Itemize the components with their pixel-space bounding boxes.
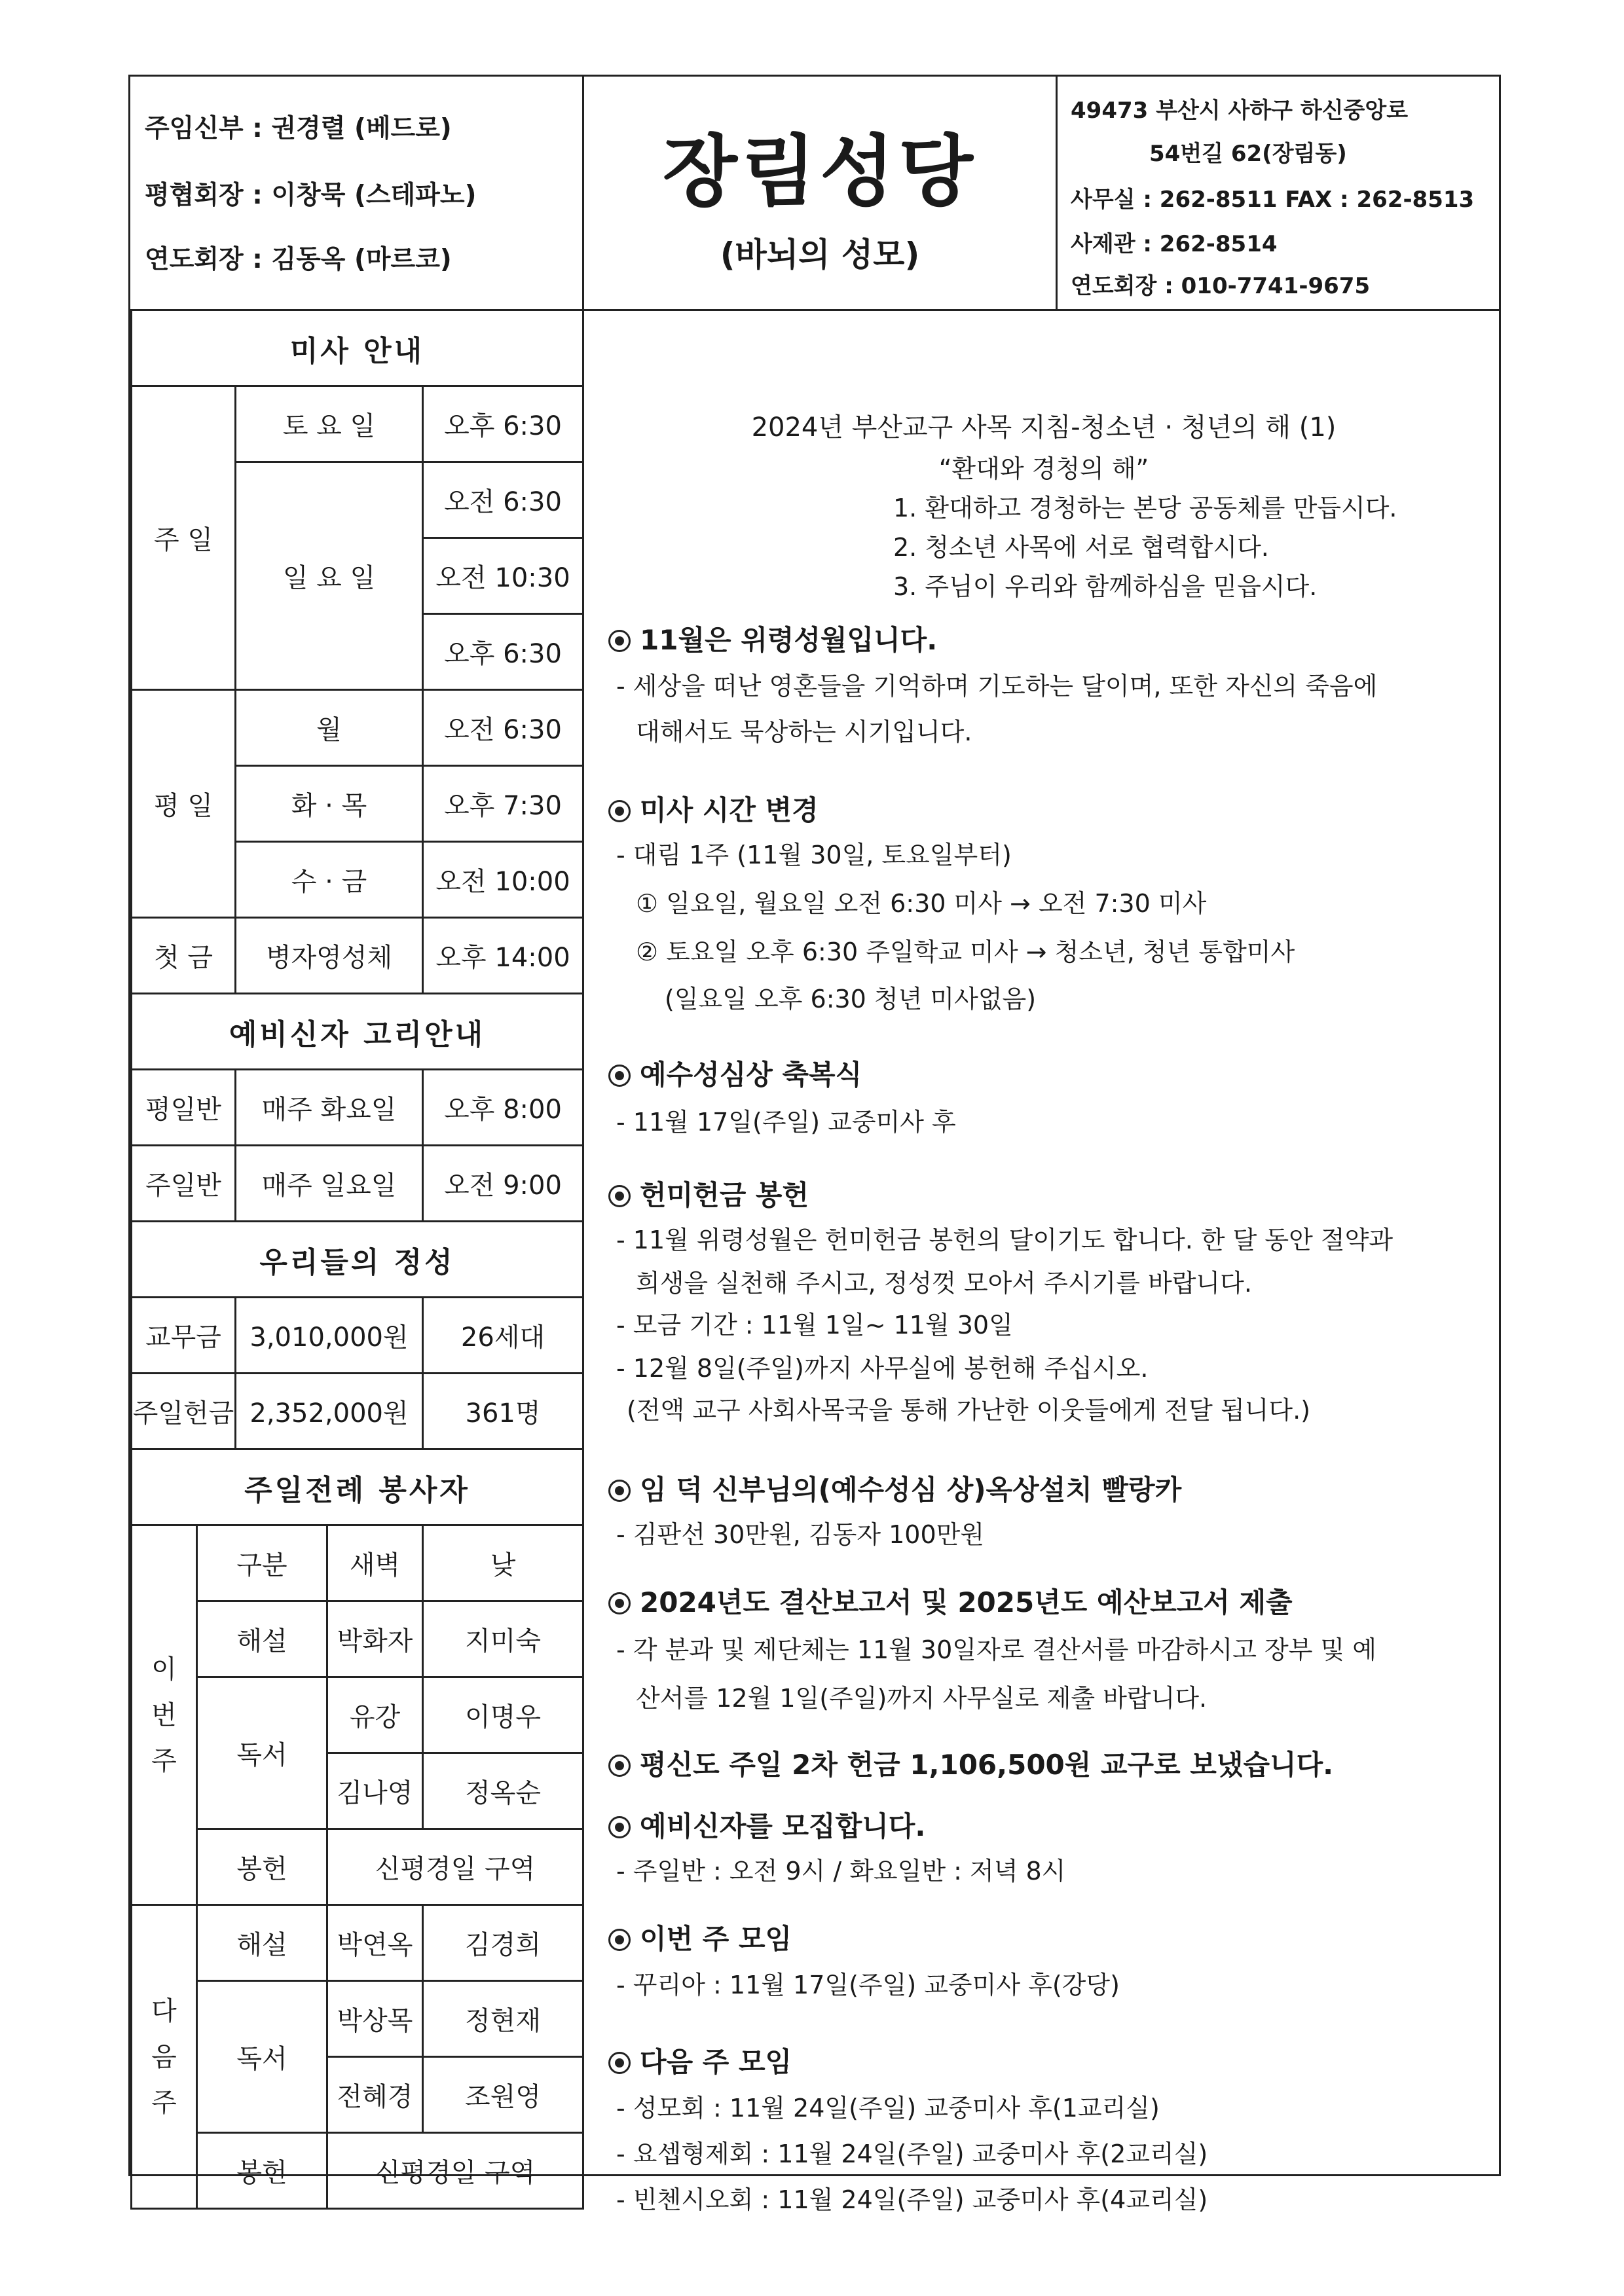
target-bullet-icon <box>608 1185 631 1207</box>
section-line: - 세상을 떠난 영혼들을 기억하며 기도하는 달이며, 또한 자신의 죽음에 <box>616 672 1378 701</box>
target-bullet-icon <box>608 1816 631 1838</box>
server-name: 정옥순 <box>423 1753 583 1829</box>
section-line: - 모금 기간 : 11월 1일~ 11월 30일 <box>616 1311 1013 1339</box>
this-week-label: 이 번 주 <box>132 1525 197 1905</box>
sunday-time: 오전 6:30 <box>423 462 583 538</box>
section-line: 희생을 실천해 주시고, 정성껏 모아서 주시기를 바랍니다. <box>636 1269 1252 1298</box>
section-line: ① 일요일, 월요일 오전 6:30 미사 → 오전 7:30 미사 <box>636 889 1207 918</box>
section-heading: 임 덕 신부님의(예수성심 상)옥상설치 빨랑카 <box>608 1468 1181 1508</box>
catechumen-day: 매주 화요일 <box>236 1070 423 1146</box>
priest-name: 주임신부 : 권경렬 (베드로) <box>145 114 452 143</box>
guideline-item: 2. 청소년 사목에 서로 협력합시다. <box>893 533 1269 562</box>
catechumen-title: 예비신자 고리안내 <box>132 994 583 1070</box>
target-bullet-icon <box>608 1480 631 1502</box>
header <box>130 77 1499 311</box>
header-staff <box>130 77 584 309</box>
target-bullet-icon <box>608 800 631 822</box>
address-line-1: 49473 부산시 사하구 하신중앙로 <box>1071 98 1409 124</box>
section-heading: 헌미헌금 봉헌 <box>608 1174 809 1213</box>
section-line: - 각 분과 및 제단체는 11월 30일자로 결산서를 마감하시고 장부 및 예 <box>616 1635 1376 1664</box>
target-bullet-icon <box>608 1929 631 1951</box>
section-line: (전액 교구 사회사목국을 통해 가난한 이웃들에게 전달 됩니다.) <box>627 1396 1310 1425</box>
offertory-label: 봉헌 <box>197 1829 327 1905</box>
offering-title: 우리들의 정성 <box>132 1222 583 1298</box>
catechumen-time: 오전 9:00 <box>423 1146 583 1222</box>
first-friday-time: 오후 14:00 <box>423 918 583 994</box>
section-line: - 11월 17일(주일) 교중미사 후 <box>616 1108 956 1137</box>
next-week-label: 다 음 주 <box>132 1905 197 2209</box>
catechumen-day: 매주 일요일 <box>236 1146 423 1222</box>
address-line-2: 54번길 62(장림동) <box>1149 141 1347 167</box>
section-line: - 11월 위령성월은 헌미헌금 봉헌의 달이기도 합니다. 한 달 동안 절약과 <box>616 1226 1393 1254</box>
server-name: 유강 <box>327 1677 423 1753</box>
guideline-item: 3. 주님이 우리와 함께하심을 믿읍시다. <box>893 572 1318 601</box>
commentary-label: 해설 <box>197 1601 327 1677</box>
offering-count: 26세대 <box>423 1298 583 1374</box>
server-name: 정현재 <box>423 1981 583 2057</box>
section-line: 대해서도 묵상하는 시기입니다. <box>636 718 972 746</box>
catechumen-class: 평일반 <box>132 1070 236 1146</box>
server-col-dawn: 새벽 <box>327 1525 423 1601</box>
weekday-day: 화 · 목 <box>236 766 423 842</box>
commentary-label: 해설 <box>197 1905 327 1981</box>
offering-name: 교무금 <box>132 1298 236 1374</box>
mass-guide-title: 미사 안내 <box>132 310 583 386</box>
target-bullet-icon <box>608 630 631 652</box>
target-bullet-icon <box>608 1065 631 1087</box>
server-name: 박연옥 <box>327 1905 423 1981</box>
sunday-label: 주 일 <box>132 386 236 690</box>
catechumen-class: 주일반 <box>132 1146 236 1222</box>
section-line: - 김판선 30만원, 김동자 100만원 <box>616 1520 985 1549</box>
target-bullet-icon <box>608 1592 631 1614</box>
section-line: - 12월 8일(주일)까지 사무실에 봉헌해 주십시오. <box>616 1354 1149 1383</box>
catechumen-time: 오후 8:00 <box>423 1070 583 1146</box>
pastoral-president: 평협회장 : 이창묵 (스테파노) <box>145 181 477 210</box>
section-line: - 주일반 : 오전 9시 / 화요일반 : 저녁 8시 <box>616 1857 1066 1886</box>
server-name: 이명우 <box>423 1677 583 1753</box>
offering-name: 주일헌금 <box>132 1374 236 1449</box>
church-name: 장림성당 <box>663 126 977 217</box>
section-line: - 요셉형제회 : 11월 24일(주일) 교중미사 후(2교리실) <box>616 2140 1208 2168</box>
church-patron: (바뇌의 성모) <box>720 236 920 274</box>
section-line: - 대림 1주 (11월 30일, 토요일부터) <box>616 841 1012 869</box>
weekday-time: 오전 6:30 <box>423 690 583 766</box>
section-line: - 성모회 : 11월 24일(주일) 교중미사 후(1교리실) <box>616 2094 1160 2123</box>
target-bullet-icon <box>608 1755 631 1777</box>
guideline-subtitle: “환대와 경청의 해” <box>938 454 1149 483</box>
section-heading: 다음 주 모임 <box>608 2041 792 2080</box>
guideline-item: 1. 환대하고 경청하는 본당 공동체를 만듭시다. <box>893 494 1397 522</box>
offering-amount: 2,352,000원 <box>236 1374 423 1449</box>
reading-label: 독서 <box>197 1981 327 2133</box>
column-divider <box>582 309 584 2176</box>
server-name: 전혜경 <box>327 2057 423 2133</box>
offering-count: 361명 <box>423 1374 583 1449</box>
section-heading: 예수성심상 축복식 <box>608 1053 862 1093</box>
weekday-time: 오전 10:00 <box>423 842 583 918</box>
server-name: 조원영 <box>423 2057 583 2133</box>
sunday-day-label: 일 요 일 <box>236 462 423 690</box>
guideline-title: 2024년 부산교구 사목 지침-청소년 · 청년의 해 (1) <box>751 412 1337 443</box>
target-bullet-icon <box>608 2052 631 2074</box>
elder-phone: 연도회장 : 010-7741-9675 <box>1071 273 1371 299</box>
servers-title: 주일전례 봉사자 <box>132 1449 583 1525</box>
section-line: - 빈첸시오회 : 11월 24일(주일) 교중미사 후(4교리실) <box>616 2185 1208 2214</box>
offertory-label: 봉헌 <box>197 2133 327 2209</box>
section-line: (일요일 오후 6:30 청년 미사없음) <box>665 985 1037 1013</box>
saturday-label: 토 요 일 <box>236 386 423 462</box>
header-contact <box>1058 77 1499 309</box>
server-name: 지미숙 <box>423 1601 583 1677</box>
server-col-day: 낮 <box>423 1525 583 1601</box>
reading-label: 독서 <box>197 1677 327 1829</box>
section-line: 산서를 12월 1일(주일)까지 사무실로 제출 바랍니다. <box>636 1684 1208 1713</box>
section-heading: 예비신자를 모집합니다. <box>608 1805 925 1844</box>
section-heading: 11월은 위령성월입니다. <box>608 619 937 658</box>
server-name: 김나영 <box>327 1753 423 1829</box>
first-friday-label: 첫 금 <box>132 918 236 994</box>
section-heading: 평신도 주일 2차 헌금 1,106,500원 교구로 보냈습니다. <box>608 1743 1333 1783</box>
first-friday-desc: 병자영성체 <box>236 918 423 994</box>
section-line: ② 토요일 오후 6:30 주일학교 미사 → 청소년, 청년 통합미사 <box>636 938 1295 966</box>
elder-president: 연도회장 : 김동옥 (마르코) <box>145 245 452 274</box>
office-phone: 사무실 : 262-8511 FAX : 262-8513 <box>1071 187 1475 213</box>
section-heading: 이번 주 모임 <box>608 1918 792 1957</box>
sunday-time: 오후 6:30 <box>423 614 583 690</box>
weekday-label: 평 일 <box>132 690 236 918</box>
weekday-day: 수 · 금 <box>236 842 423 918</box>
server-col-label: 구분 <box>197 1525 327 1601</box>
server-name: 김경희 <box>423 1905 583 1981</box>
offering-amount: 3,010,000원 <box>236 1298 423 1374</box>
server-name: 박화자 <box>327 1601 423 1677</box>
header-title-box <box>584 77 1058 309</box>
server-name: 박상목 <box>327 1981 423 2057</box>
saturday-time: 오후 6:30 <box>423 386 583 462</box>
weekday-day: 월 <box>236 690 423 766</box>
offertory-group: 신평경일 구역 <box>327 2133 583 2209</box>
rectory-phone: 사제관 : 262-8514 <box>1071 231 1278 257</box>
left-info-table <box>130 309 584 2210</box>
weekday-time: 오후 7:30 <box>423 766 583 842</box>
section-line: - 꾸리아 : 11월 17일(주일) 교중미사 후(강당) <box>616 1971 1120 1999</box>
sunday-time: 오전 10:30 <box>423 538 583 614</box>
bulletin-frame <box>128 75 1501 2214</box>
section-heading: 미사 시간 변경 <box>608 789 819 828</box>
offertory-group: 신평경일 구역 <box>327 1829 583 1905</box>
section-heading: 2024년도 결산보고서 및 2025년도 예산보고서 제출 <box>608 1581 1293 1620</box>
